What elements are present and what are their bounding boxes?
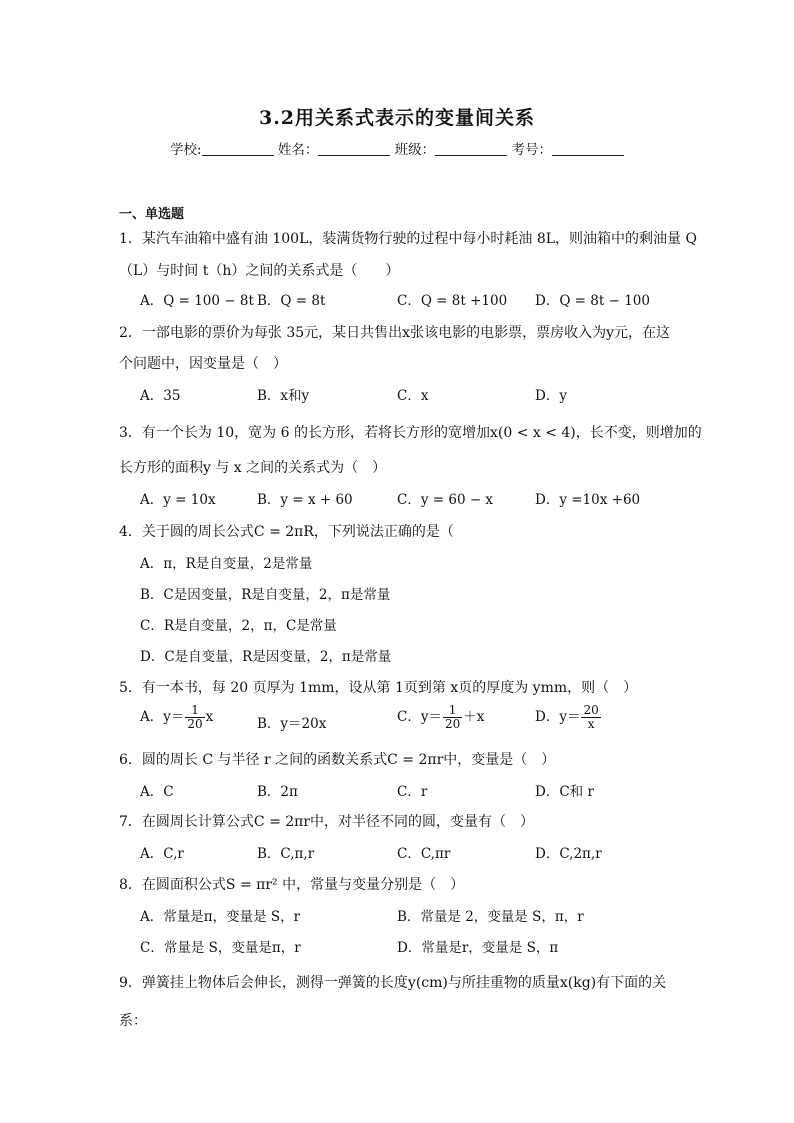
q5-a-denominator: 20: [187, 717, 203, 731]
q8-option-b[interactable]: B．常量是 2，变量是 S，π，r: [397, 909, 584, 925]
q4-option-b[interactable]: B．C是因变量，R是自变量，2，π是常量: [140, 587, 391, 603]
q2-option-d[interactable]: D．y: [535, 388, 567, 404]
q7-option-c[interactable]: C．C,πr: [397, 846, 451, 862]
q5-a-prefix: A．y＝: [140, 709, 185, 725]
q7-stem: 7．在圆周长计算公式C = 2πr中，对半径不同的圆，变量有（ ）: [119, 814, 535, 830]
q1-option-d[interactable]: D．Q = 8t − 100: [535, 293, 650, 309]
q2-stem-line2: 个问题中，因变量是（ ）: [119, 356, 287, 372]
q8-option-a[interactable]: A．常量是π，变量是 S，r: [140, 909, 301, 925]
q3-option-c[interactable]: C．y = 60 − x: [397, 492, 494, 508]
q5-c-suffix: ＋x: [463, 709, 485, 725]
q7-option-a[interactable]: A．C,r: [140, 846, 184, 862]
q5-c-prefix: C．y＝: [397, 709, 442, 725]
q1-option-b[interactable]: B．Q = 8t: [257, 293, 326, 309]
q5-stem: 5．有一本书，每 20 页厚为 1mm，设从第 1页到第 x页的厚度为 ymm，则（ ）: [119, 680, 638, 696]
class-label: 班级：: [394, 142, 436, 158]
q5-option-c[interactable]: [397, 704, 484, 731]
q4-option-c[interactable]: C．R是自变量，2，π，C是常量: [140, 618, 337, 634]
q1-option-a[interactable]: A．Q = 100 − 8t: [140, 293, 254, 309]
q6-option-b[interactable]: B．2π: [257, 784, 298, 800]
name-blank[interactable]: [318, 143, 390, 156]
q5-a-fraction: [185, 704, 204, 731]
q2-option-a[interactable]: A．35: [140, 388, 181, 404]
q3-option-a[interactable]: A．y = 10x: [140, 492, 216, 508]
q5-d-numerator: 20: [583, 703, 599, 717]
q3-option-d[interactable]: D．y =10x +60: [535, 492, 641, 508]
q5-option-a[interactable]: [140, 704, 213, 731]
q5-a-suffix: x: [205, 709, 214, 725]
school-blank[interactable]: [202, 143, 274, 156]
q5-d-denominator: x: [587, 717, 595, 731]
q5-c-fraction: [443, 704, 462, 731]
q5-option-b[interactable]: B．y＝20x: [257, 716, 327, 732]
q1-stem-line1: 1．某汽车油箱中盛有油 100L，装满货物行驶的过程中每小时耗油 8L，则油箱中的剩油量 Q: [119, 231, 697, 247]
q8-stem: 8．在圆面积公式S = πr² 中，常量与变量分别是（ ）: [119, 877, 465, 893]
q3-stem-line2: 长方形的面积y 与 x 之间的关系式为（ ）: [119, 460, 387, 476]
exam-no-blank[interactable]: [552, 143, 624, 156]
q2-option-c[interactable]: C．x: [397, 388, 429, 404]
school-label: 学校:: [170, 142, 202, 158]
q4-option-d[interactable]: D．C是自变量，R是因变量，2，π是常量: [140, 649, 392, 665]
q5-d-prefix: D．y＝: [535, 709, 581, 725]
q5-a-numerator: 1: [185, 704, 204, 718]
q4-option-a[interactable]: A．π，R是自变量，2是常量: [140, 556, 313, 572]
student-info-line: [0, 138, 794, 158]
q4-stem: 4．关于圆的周长公式C = 2πR，下列说法正确的是（: [119, 524, 454, 540]
name-label: 姓名：: [277, 142, 319, 158]
q5-option-d[interactable]: [535, 704, 602, 731]
q5-c-numerator: 1: [443, 704, 462, 718]
q2-option-b[interactable]: B．x和y: [257, 388, 310, 404]
class-blank[interactable]: [435, 143, 507, 156]
q2-stem-line1: 2．一部电影的票价为每张 35元，某日共售出x张该电影的电影票，票房收入为y元，在这: [119, 325, 670, 341]
q3-stem-line1: 3．有一个长为 10，宽为 6 的长方形，若将长方形的宽增加x(0 < x < 4)，长不变，则增加的: [119, 425, 702, 441]
q9-stem-line1: 9．弹簧挂上物体后会伸长，测得一弹簧的长度y(cm)与所挂重物的质量x(kg)有下面的关: [119, 975, 667, 991]
page-title: 3.2用关系式表示的变量间关系: [258, 107, 536, 129]
q5-d-fraction: [581, 704, 600, 731]
q7-option-d[interactable]: D．C,2π,r: [535, 846, 602, 862]
section-heading: 一、单选题: [119, 207, 185, 222]
q6-stem: 6．圆的周长 C 与半径 r 之间的函数关系式C = 2πr中，变量是（ ）: [119, 752, 556, 768]
q8-option-c[interactable]: C．常量是 S，变量是π，r: [140, 940, 301, 956]
q8-option-d[interactable]: D．常量是r，变量是 S，π: [397, 940, 559, 956]
q6-option-c[interactable]: C．r: [397, 784, 428, 800]
q1-option-c[interactable]: C．Q = 8t +100: [397, 293, 508, 309]
exam-no-label: 考号：: [511, 142, 552, 158]
q6-option-d[interactable]: D．C和 r: [535, 784, 594, 800]
q3-option-b[interactable]: B．y = x + 60: [257, 492, 353, 508]
q1-stem-line2: （L）与时间 t（h）之间的关系式是（ ）: [119, 263, 400, 279]
q7-option-b[interactable]: B．C,π,r: [257, 846, 315, 862]
q6-option-a[interactable]: A．C: [140, 784, 174, 800]
q9-stem-line2: 系：: [119, 1013, 147, 1029]
q5-c-denominator: 20: [444, 717, 461, 731]
